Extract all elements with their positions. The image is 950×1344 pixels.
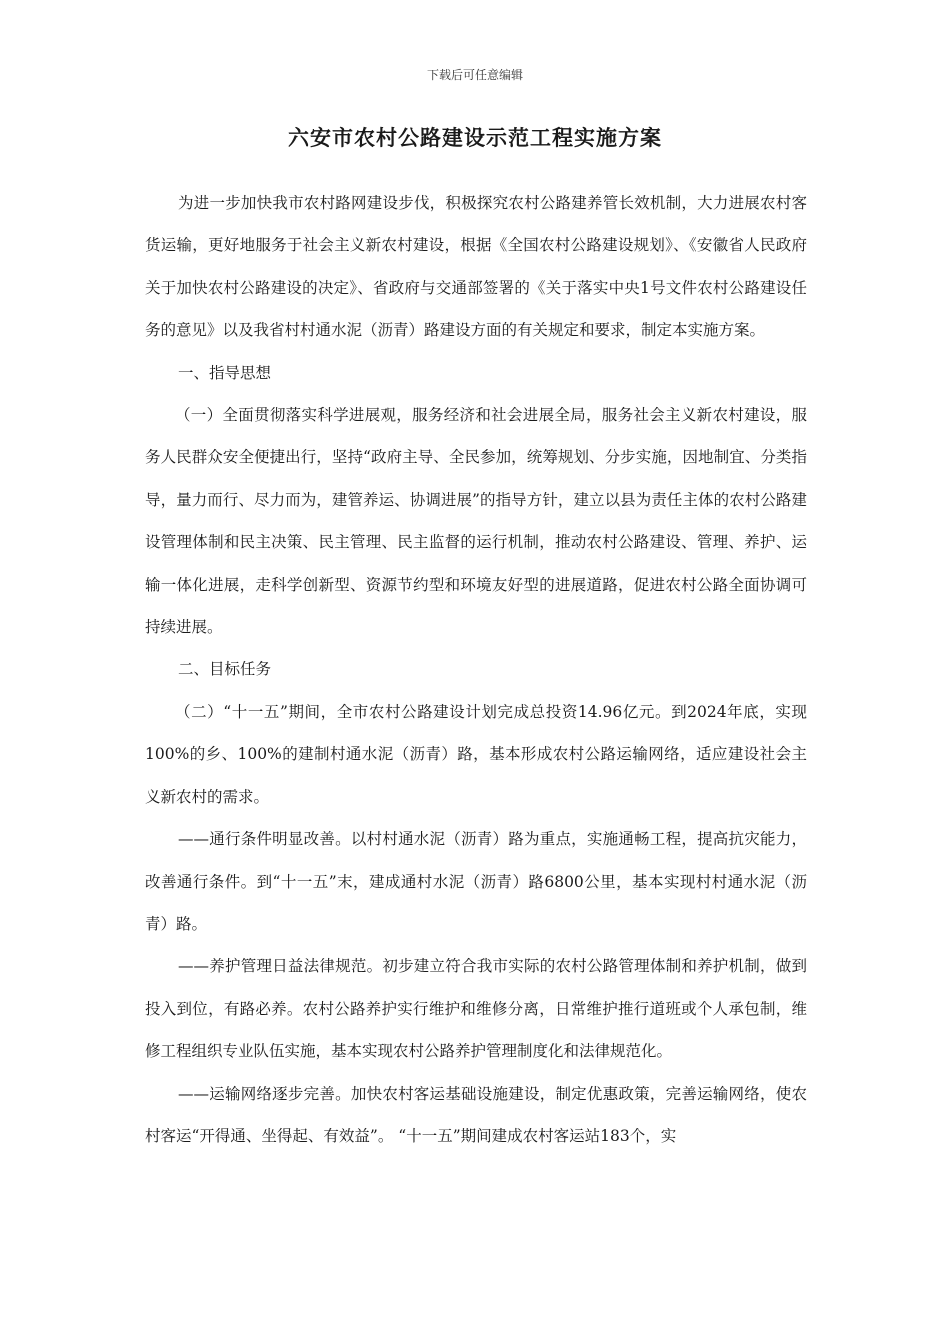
- header-note: 下载后可任意编辑: [426, 68, 523, 82]
- section-heading-guiding-ideology: 一、指导思想: [178, 363, 272, 382]
- paragraph-maintenance-management: ——养护管理日益法律规范。初步建立符合我市实际的农村公路管理体制和养护机制，做到投入到位，有路必养。农村公路养护实行维护和维修分离，日常维护推行道班或个人承包制，维修工程组织专业队伍实施，基本实现农村公路养护管理制度化和法律规范化。: [145, 957, 807, 1061]
- section-heading-goals-tasks: 二、目标任务: [178, 660, 272, 679]
- document-body: [145, 182, 807, 1157]
- paragraph-guiding-ideology: （一）全面贯彻落实科学进展观，服务经济和社会进展全局，服务社会主义新农村建设，服务人民群众安全便捷出行，坚持“政府主导、全民参加，统筹规划、分步实施，因地制宜、分类指导，量力而行、尽力而为，建管养运、协调进展”的指导方针，建立以县为责任主体的农村公路建设管理体制和民主决策、民主管理、民主监督的运行机制，推动农村公路建设、管理、养护、运输一体化进展，走科学创新型、资源节约型和环境友好型的进展道路，促进农村公路全面协调可持续进展。: [145, 406, 807, 637]
- paragraph-investment-goals: （二）“十一五”期间，全市农村公路建设计划完成总投资14.96亿元。到2024年底，实现100%的乡、100%的建制村通水泥（沥青）路，基本形成农村公路运输网络，适应建设社会主义新农村的需求。: [145, 702, 807, 806]
- paragraph-transport-network: ——运输网络逐步完善。加快农村客运基础设施建设，制定优惠政策，完善运输网络，使农村客运“开得通、坐得起、有效益”。 “十一五”期间建成农村客运站183个，实: [145, 1084, 807, 1145]
- paragraph-traffic-conditions: ——通行条件明显改善。以村村通水泥（沥青）路为重点，实施通畅工程，提高抗灾能力，改善通行条件。到“十一五”末，建成通村水泥（沥青）路6800公里，基本实现村村通水泥（沥青）路。: [145, 830, 807, 933]
- document-title: 六安市农村公路建设示范工程实施方案: [288, 125, 662, 150]
- intro-paragraph: 为进一步加快我市农村路网建设步伐，积极探究农村公路建养管长效机制，大力进展农村客货运输，更好地服务于社会主义新农村建设，根据《全国农村公路建设规划》、《安徽省人民政府关于加快农村公路建设的决定》、省政府与交通部签署的《关于落实中央1号文件农村公路建设任务的意见》以及我省村村通水泥（沥青）路建设方面的有关规定和要求，制定本实施方案。: [145, 194, 807, 340]
